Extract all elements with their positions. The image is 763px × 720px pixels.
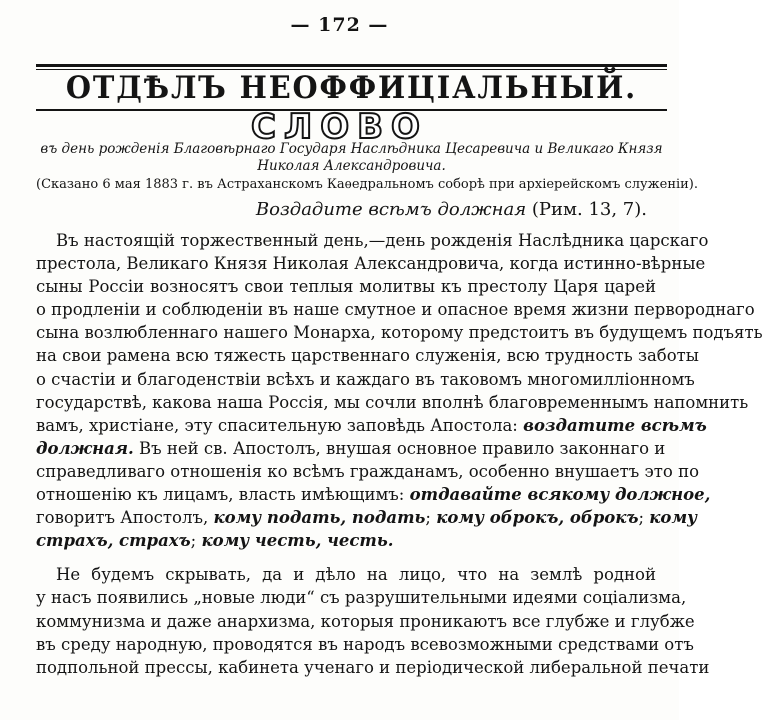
text-line: сына возлюбленнаго нашего Монарха, которому предстоитъ въ будущемъ подъять xyxy=(36,323,763,343)
text-line: Не будемъ скрывать, да и дѣло на лицо, что на землѣ родной xyxy=(56,565,656,585)
emphasis-text: должная. xyxy=(36,438,134,458)
text-line: о продленіи и соблюденіи въ наше смутное и опасное время жизни первороднаго xyxy=(36,300,755,320)
text-line: Въ настоящій торжественный день,—день рожденія Наслѣдника царскаго xyxy=(56,231,709,250)
epigraph-quote: Воздадите всѣмъ должная xyxy=(255,199,527,220)
text-line: о счастіи и благоденствіи всѣхъ и каждаго въ таковомъ многомилліонномъ xyxy=(36,369,695,389)
text-line: престола, Великаго Князя Николая Александровича, когда истинно-вѣрные xyxy=(36,254,706,274)
text-line: государствѣ, какова наша Россія, мы сочли вполнѣ благовременнымъ напомнить xyxy=(36,392,749,412)
emphasis-text: отдавайте всякому должное, xyxy=(409,485,711,505)
text-line: коммунизма и даже анархизма, которыя проникаютъ все глубже и глубже xyxy=(36,611,695,631)
emphasis-text: воздатите всѣмъ xyxy=(523,415,707,435)
text-line: въ среду народную, проводятся въ народъ всевозможными средствами отъ xyxy=(36,634,694,654)
sermon-title: СЛОВО xyxy=(251,107,428,147)
subtitle-line-2: Николая Александровича. xyxy=(257,158,446,174)
epigraph-reference: (Рим. 13, 7). xyxy=(531,199,647,220)
text-line: справедливаго отношенія ко всѣмъ гражданамъ, особенно внушаетъ это по xyxy=(36,461,699,481)
emphasis-text: кому xyxy=(649,508,697,528)
text-fragment: ; xyxy=(425,508,431,528)
text-line: подпольной прессы, кабинета ученаго и періодической либеральной печати xyxy=(36,657,710,677)
text-line xyxy=(36,483,711,506)
occasion-note: (Сказано 6 мая 1883 г. въ Астраханскомъ Каѳедральномъ соборѣ при архіерейскомъ служеніи). xyxy=(36,177,699,192)
emphasis-text: кому оброкъ, оброкъ xyxy=(436,508,639,528)
text-line xyxy=(36,506,697,529)
page-number: — 172 — xyxy=(290,14,389,36)
subtitle-line-1: въ день рожденія Благовѣрнаго Государя Наслѣдника Цесаревича и Великаго Князя xyxy=(40,141,663,157)
text-fragment: говоритъ Апостолъ, xyxy=(36,508,209,528)
text-line xyxy=(36,414,707,437)
text-fragment: отношенію къ лицамъ, власть имѣющимъ: xyxy=(36,485,405,505)
text-line xyxy=(36,529,656,552)
text-line: на свои рамена всю тяжесть царственнаго служенія, всю трудность заботы xyxy=(36,346,699,366)
section-title: ОТДѢЛЪ НЕОФФИЦІАЛЬНЫЙ. xyxy=(65,70,638,106)
emphasis-text: кому подать, подать xyxy=(213,508,426,528)
top-rule-thick xyxy=(36,64,667,67)
emphasis-text: кому честь, честь. xyxy=(201,531,394,551)
text-fragment: вамъ, христіане, эту спасительную заповѣдь Апостола: xyxy=(36,415,518,435)
text-fragment: ; xyxy=(190,531,197,551)
text-line: сыны Россіи возносятъ свои теплыя молитвы къ престолу Царя царей xyxy=(36,277,656,297)
text-line: у насъ появились „новые люди“ съ разрушительными идеями соціализма, xyxy=(36,588,687,608)
text-fragment: Въ ней св. Апостолъ, внушая основное правило законнаго и xyxy=(138,438,666,458)
epigraph xyxy=(256,198,647,222)
text-line xyxy=(36,437,666,460)
emphasis-text: страхъ, страхъ xyxy=(36,531,191,551)
body-text xyxy=(36,229,763,679)
paragraph-gap xyxy=(36,552,656,563)
text-fragment: ; xyxy=(638,508,645,528)
